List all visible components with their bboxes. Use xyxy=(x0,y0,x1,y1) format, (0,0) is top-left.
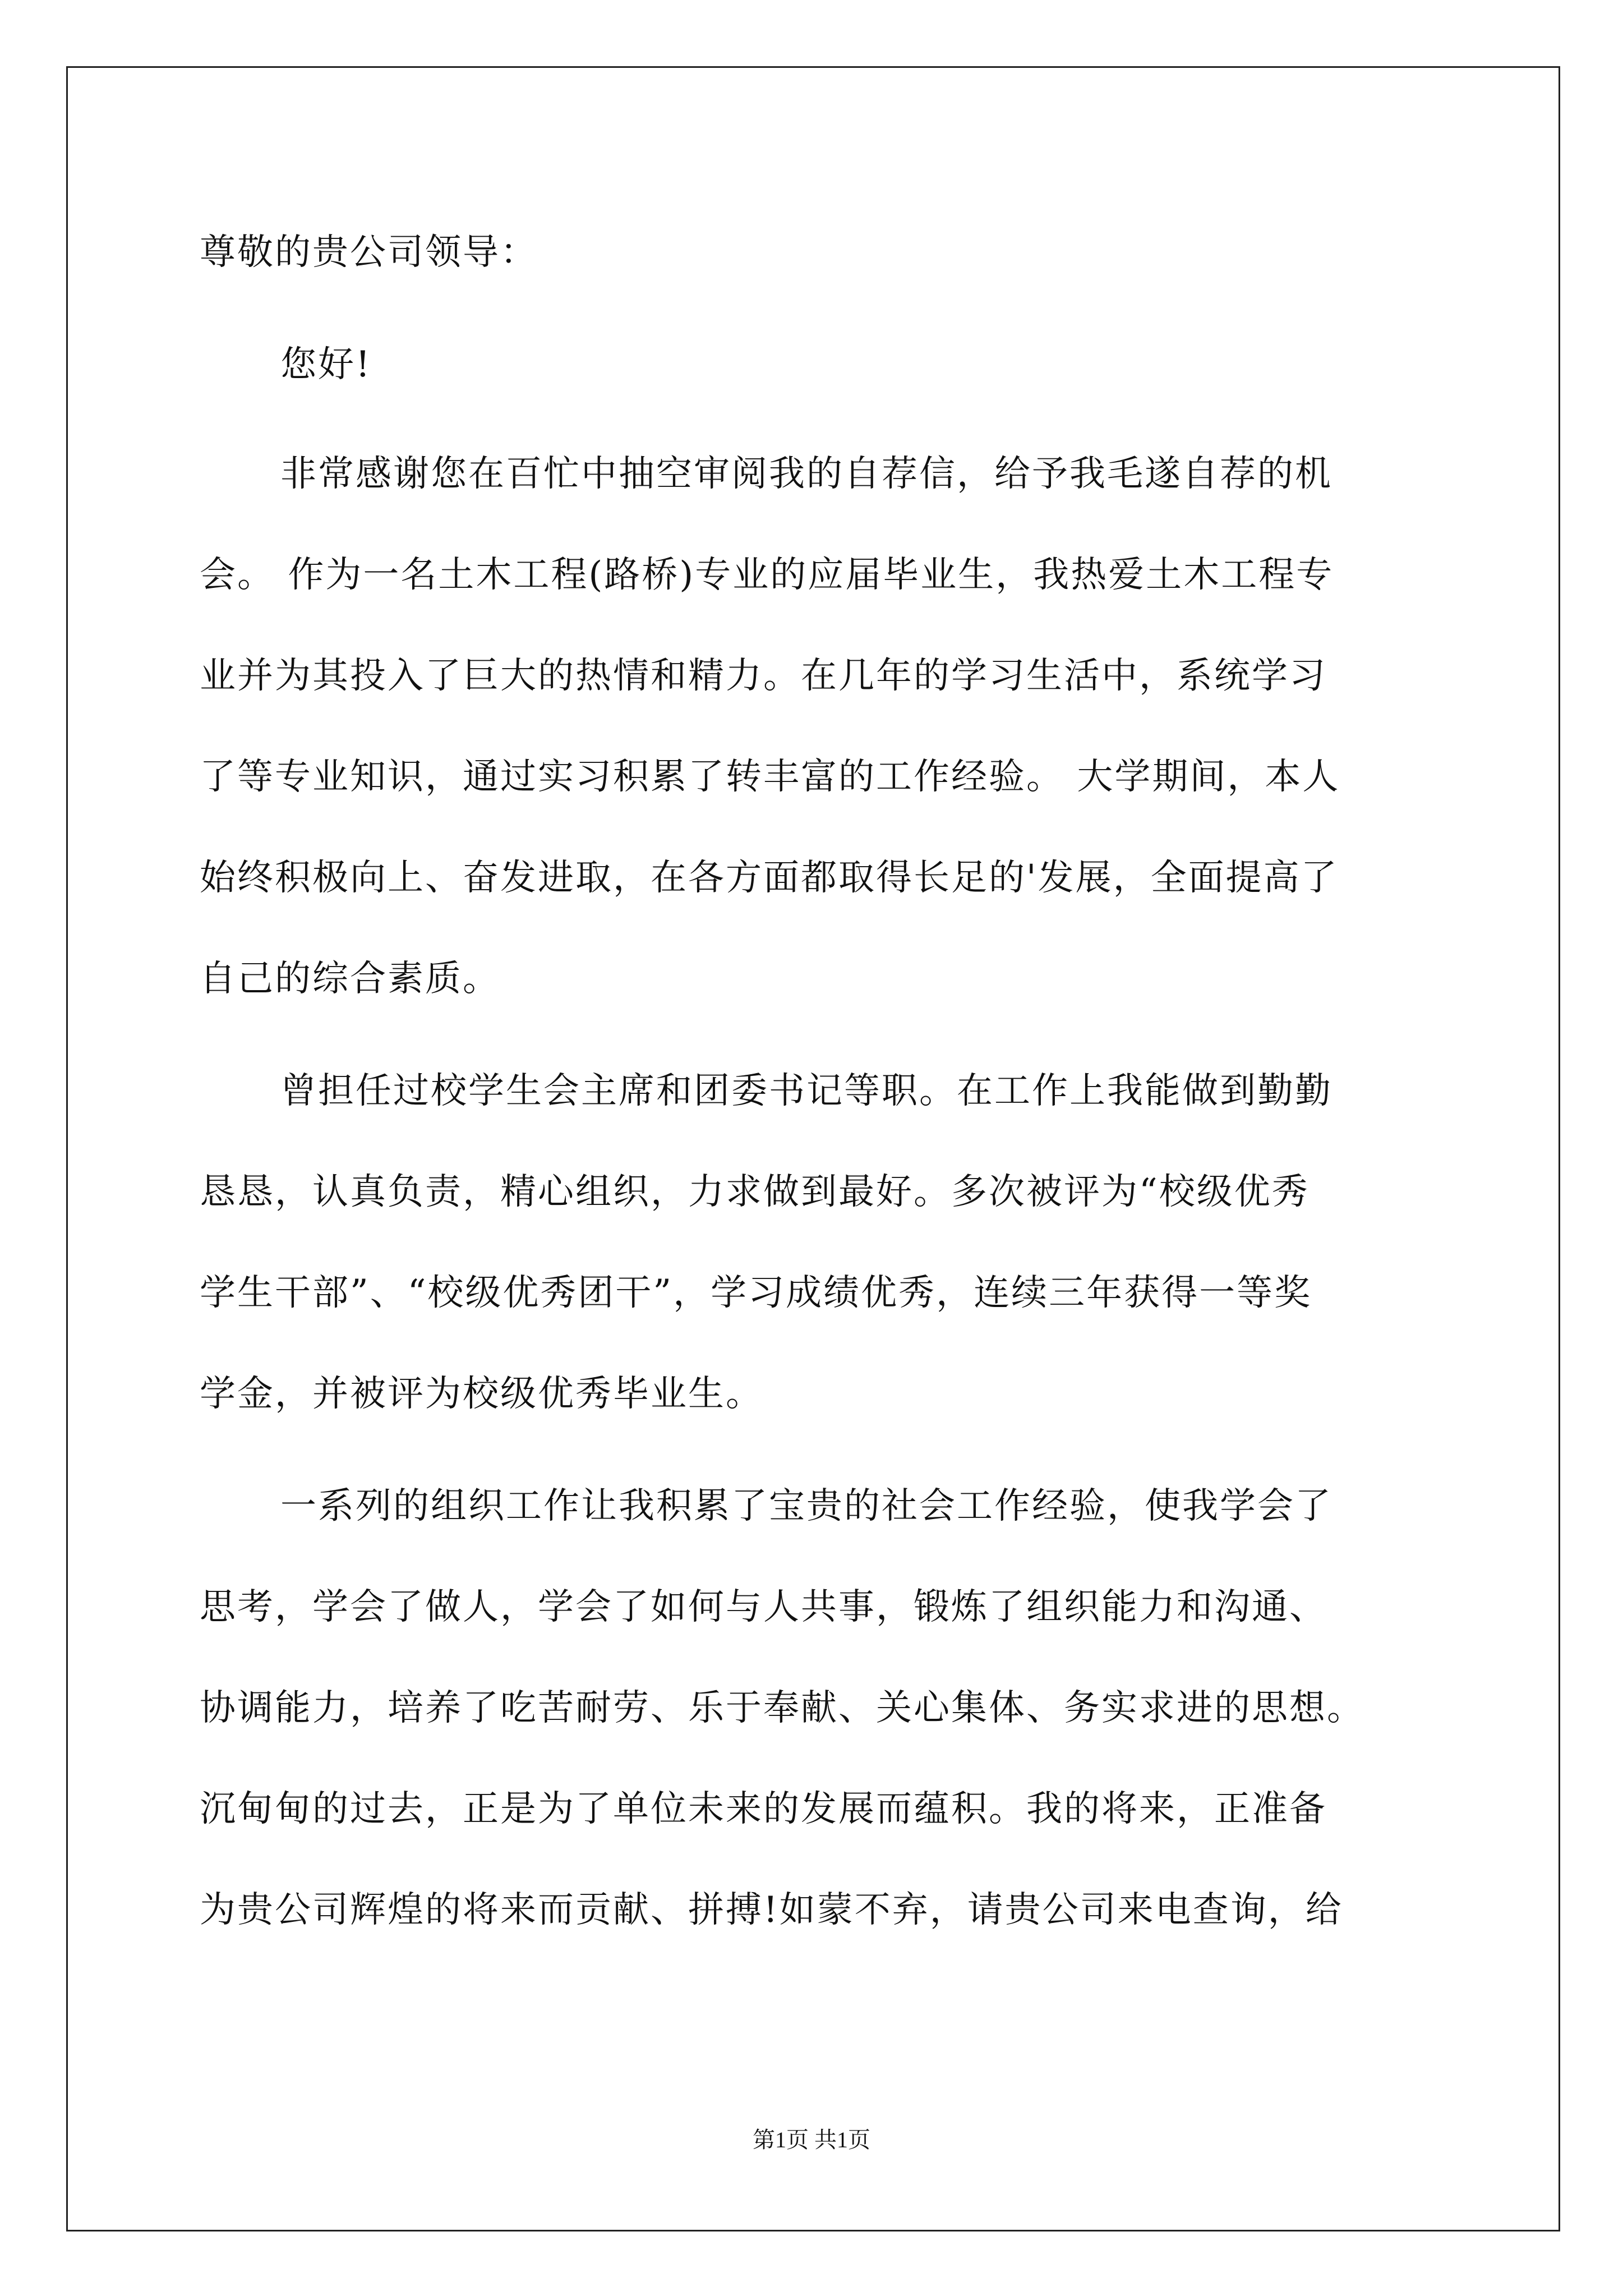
body-line: 非常感谢您在百忙中抽空审阅我的自荐信，给予我毛遂自荐的机 xyxy=(280,453,1332,495)
body-line: 思考，学会了做人，学会了如何与人共事，锻炼了组织能力和沟通、 xyxy=(200,1586,1327,1628)
body-line: 沉甸甸的过去，正是为了单位未来的发展而蕴积。我的将来，正准备 xyxy=(200,1788,1327,1830)
body-line: 一系列的组织工作让我积累了宝贵的社会工作经验，使我学会了 xyxy=(280,1485,1332,1527)
body-line: 学生干部”、“校级优秀团干”，学习成绩优秀，连续三年获得一等奖 xyxy=(200,1272,1312,1314)
page-footer: 第1页 共1页 xyxy=(753,2127,870,2152)
body-line: 为贵公司辉煌的将来而贡献、拼搏!如蒙不弃，请贵公司来电查询，给 xyxy=(200,1889,1343,1931)
body-line: 恳恳，认真负责，精心组织，力求做到最好。多次被评为“校级优秀 xyxy=(200,1171,1310,1213)
body-line: 会。 作为一名土木工程(路桥)专业的应届毕业生，我热爱土木工程专 xyxy=(200,554,1334,596)
body-line: 协调能力，培养了吃苦耐劳、乐于奉献、关心集体、务实求进的思想。 xyxy=(200,1687,1364,1729)
body-line: 曾担任过校学生会主席和团委书记等职。在工作上我能做到勤勤 xyxy=(280,1070,1332,1112)
body-line: 学金，并被评为校级优秀毕业生。 xyxy=(200,1373,763,1415)
greeting: 您好! xyxy=(280,344,372,385)
body-line: 始终积极向上、奋发进取，在各方面都取得长足的'发展，全面提高了 xyxy=(200,857,1339,899)
body-line: 业并为其投入了巨大的热情和精力。在几年的学习生活中，系统学习 xyxy=(200,655,1327,697)
body-line: 了等专业知识，通过实习积累了转丰富的工作经验。 大学期间，本人 xyxy=(200,756,1340,798)
salutation: 尊敬的贵公司领导： xyxy=(200,232,538,273)
body-line: 自己的综合素质。 xyxy=(200,958,500,1000)
